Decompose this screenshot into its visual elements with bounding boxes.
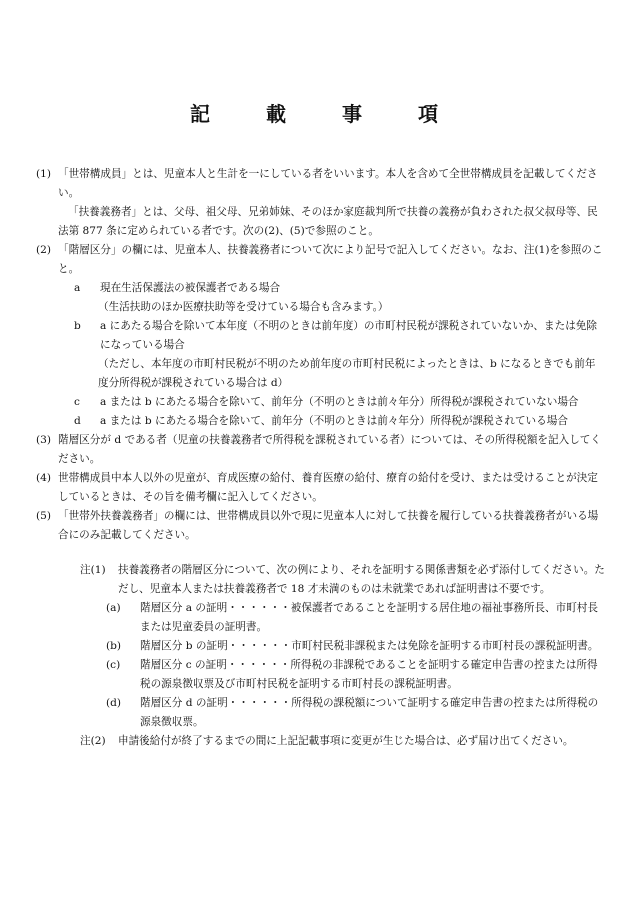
- sub-marker: d: [74, 415, 81, 427]
- item-marker: (4): [36, 472, 52, 484]
- sub-marker: c: [74, 396, 80, 408]
- item-marker: (2): [36, 244, 52, 256]
- note-sub-a: [40, 599, 605, 637]
- instructions-body: [36, 165, 605, 751]
- item-marker: (1): [36, 168, 52, 180]
- note-sub-text: 階層区分 d の証明・・・・・・所得税の課税額について証明する確定申告書の控または所得税の源泉徴収票。: [140, 697, 599, 728]
- note-sub-text: 階層区分 b の証明・・・・・・市町村民税非課税または免除を証明する市町村長の課税証明書。: [140, 640, 599, 652]
- item-1: [36, 165, 605, 203]
- sub-text: a または b にあたる場合を除いて、前年分（不明のときは前々年分）所得税が課税されている場合: [100, 415, 568, 427]
- sub-item-d: [40, 412, 605, 431]
- item-text: 「階層区分」の欄には、児童本人、扶養義務者について次により記号で記入してください。なお、注(1)を参照のこと。: [58, 244, 603, 275]
- note-text: 申請後給付が終了するまでの間に上記記載事項に変更が生じた場合は、必ず届け出てください。: [118, 735, 574, 747]
- title-char: 記: [190, 102, 212, 126]
- note-sub-marker: (c): [106, 659, 121, 671]
- note-sub-b: [40, 637, 605, 656]
- note-sub-d: [40, 694, 605, 732]
- page-title: [0, 100, 630, 128]
- item-marker: (3): [36, 434, 52, 446]
- note-1: [40, 561, 605, 599]
- sub-note-a: （生活扶助のほか医療扶助等を受けている場合も含みます。）: [98, 301, 389, 313]
- item-text: 階層区分が d である者（児童の扶養義務者で所得税を課税されている者）については、その所得税額を記入してください。: [58, 434, 601, 465]
- note-sub-marker: (a): [106, 602, 121, 614]
- sub-text: a または b にあたる場合を除いて、前年分（不明のときは前々年分）所得税が課税されていない場合: [100, 396, 579, 408]
- note-sub-c: [40, 656, 605, 694]
- title-char: 載: [266, 102, 288, 126]
- notes-section: [40, 561, 605, 751]
- note-2: [40, 732, 605, 751]
- title-char: 事: [342, 102, 364, 126]
- sub-text: 現在生活保護法の被保護者である場合: [100, 282, 281, 294]
- item-4: [36, 469, 605, 507]
- item-3: [36, 431, 605, 469]
- note-sub-marker: (d): [106, 697, 122, 709]
- note-sub-marker: (b): [106, 640, 122, 652]
- sub-item-a: [40, 279, 605, 298]
- sub-marker: a: [74, 282, 81, 294]
- title-char: 項: [418, 102, 440, 126]
- item-marker: (5): [36, 510, 52, 522]
- sub-note-b: （ただし、本年度の市町村民税が不明のため前年度の市町村民税によったときは、b になるときでも前年度分所得税が課税されている場合は d）: [98, 358, 596, 389]
- note-marker: 注(1): [80, 564, 106, 576]
- item-text: 「世帯外扶養義務者」の欄には、世帯構成員以外で現に児童本人に対して扶養を履行している扶養義務者がいる場合にのみ記載してください。: [58, 510, 599, 541]
- item-text: 世帯構成員中本人以外の児童が、育成医療の給付、養育医療の給付、療育の給付を受け、または受けることが決定しているときは、その旨を備考欄に記入してください。: [58, 472, 598, 503]
- sub-item-b: [40, 317, 605, 355]
- note-sub-text: 階層区分 c の証明・・・・・・所得税の非課税であることを証明する確定申告書の控または所得税の源泉徴収票及び市町村民税を証明する市町村長の課税証明書。: [140, 659, 598, 690]
- sub-item-c: [40, 393, 605, 412]
- item-text: 「世帯構成員」とは、児童本人と生計を一にしている者をいいます。本人を含めて全世帯構成員を記載してください。: [58, 168, 598, 199]
- note-text: 扶養義務者の階層区分について、次の例により、それを証明する関係書類を必ず添付してください。ただし、児童本人または扶養義務者で 18 才未満のものは未就業であれば証明書は不要です。: [118, 564, 605, 595]
- sub-text: a にあたる場合を除いて本年度（不明のときは前年度）の市町村民税が課税されていないか、または免除になっている場合: [100, 320, 597, 351]
- sub-marker: b: [74, 320, 81, 332]
- item-2: [36, 241, 605, 279]
- item-1-extra: 「扶養義務者」とは、父母、祖父母、兄弟姉妹、そのほか家庭裁判所で扶養の義務が負わされた叔父叔母等、民法第 877 条に定められている者です。次の(2)、(5)で参照のこと。: [58, 206, 598, 237]
- note-sub-text: 階層区分 a の証明・・・・・・被保護者であることを証明する居住地の福祉事務所長、市町村長または児童委員の証明書。: [140, 602, 598, 633]
- item-5: [36, 507, 605, 545]
- note-marker: 注(2): [80, 735, 106, 747]
